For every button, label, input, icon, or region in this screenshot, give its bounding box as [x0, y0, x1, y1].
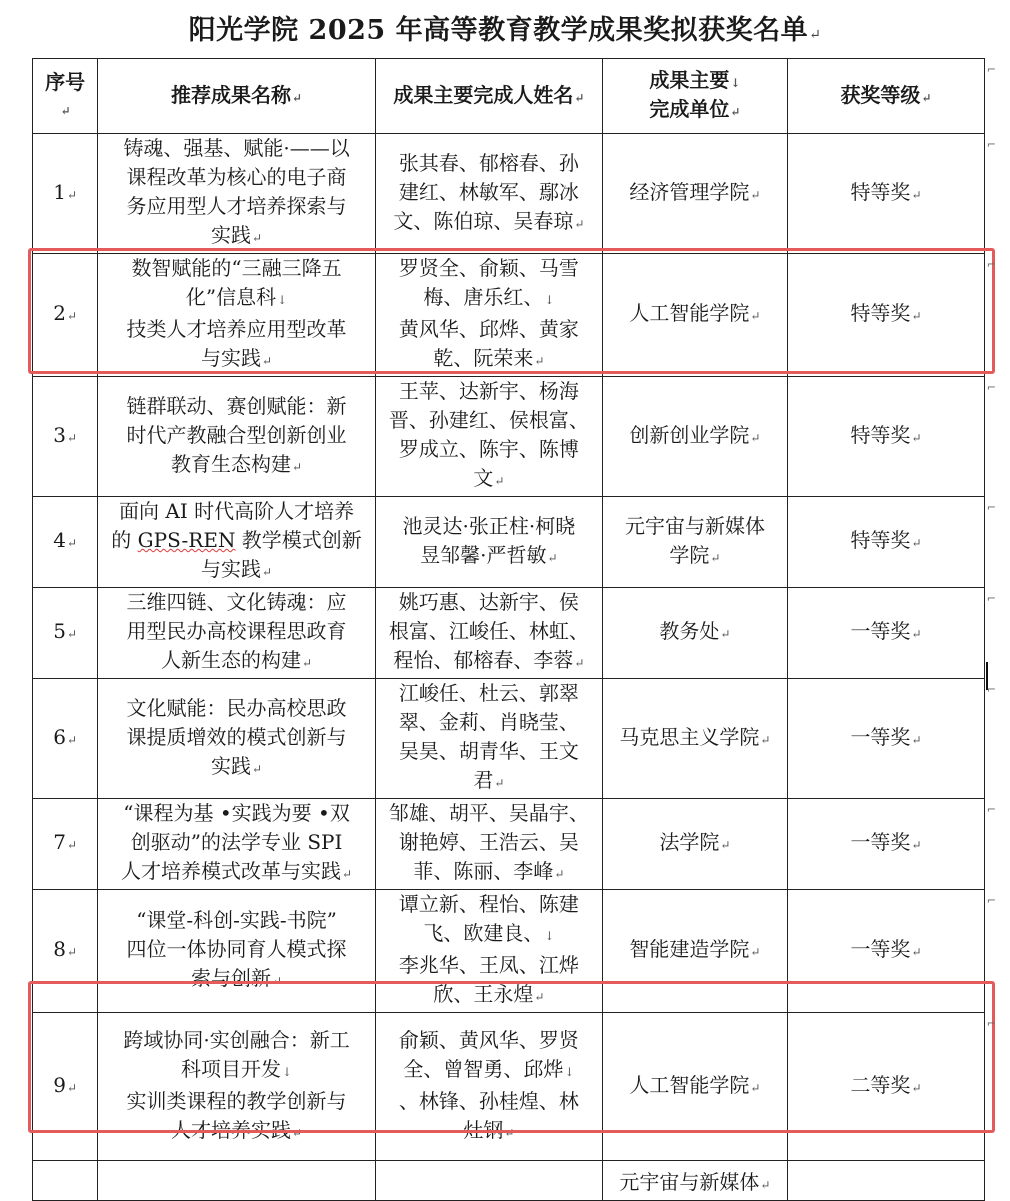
- completers: [375, 1161, 602, 1201]
- completing-unit: 元宇宙与新媒体↵: [602, 1161, 787, 1201]
- name-line: 人新生态的构建: [161, 648, 302, 672]
- completers: 池灵达·张正柱·柯晓 昱邹馨·严哲敏↵: [375, 497, 602, 588]
- header-level: 获奖等级↵: [787, 59, 984, 134]
- row-end-mark: ⌐: [986, 380, 996, 394]
- name-line: 技类人才培养应用型改革: [126, 317, 347, 341]
- completing-unit: 经济管理学院↵: [602, 134, 787, 254]
- header-unit: 成果主要↓ 完成单位↵: [602, 59, 787, 134]
- row-index: 4↵: [33, 497, 98, 588]
- unit-line: 元宇宙与新媒体: [619, 1170, 760, 1194]
- people-line: 乾、阮荣来: [433, 346, 534, 370]
- people-line: 池灵达·张正柱·柯晓: [402, 513, 576, 538]
- people-line: 俞颖、黄风华、罗贤: [398, 1027, 579, 1052]
- name-line: 实训类课程的教学创新与: [126, 1088, 347, 1113]
- achievement-name: 文化赋能：民办高校思政 课提质增效的模式创新与 实践↵: [98, 679, 375, 799]
- achievement-name: 数智赋能的“三融三降五 化”信息科↓ 技类人才培养应用型改革 与实践↵: [98, 254, 375, 377]
- people-line: 菲、陈丽、李峰: [413, 859, 554, 883]
- table-row: [33, 377, 985, 497]
- table-row: [33, 497, 985, 588]
- people-line: 君: [473, 768, 494, 792]
- row-index: 3↵: [33, 377, 98, 497]
- people-line: 文: [473, 466, 494, 490]
- row-end-mark: ⌐: [986, 500, 996, 514]
- completing-unit: 法学院↵: [602, 799, 787, 890]
- name-line: 索与创新: [191, 966, 272, 990]
- unit-line: 创新创业学院: [629, 422, 750, 447]
- name-line: 用型民办高校课程思政育: [126, 619, 347, 643]
- people-line: 罗成立、陈宇、陈博: [398, 437, 579, 461]
- people-line: 灶钢: [463, 1117, 504, 1142]
- name-line: 链群联动、赛创赋能：新: [126, 393, 347, 418]
- people-line: 邹雄、胡平、吴晶宇、: [388, 801, 589, 825]
- name-line: 文化赋能：民办高校思政: [126, 695, 347, 720]
- name-line: “课堂-科创-实践-书院”: [136, 908, 337, 932]
- table-row: [33, 1161, 985, 1201]
- completing-unit: 人工智能学院↵: [602, 1013, 787, 1161]
- row-end-mark: ⌐: [986, 591, 996, 605]
- name-line: 务应用型人才培养探索与: [126, 194, 347, 218]
- name-line: 教育生态构建: [171, 451, 292, 476]
- people-line: 晋、孙建红、侯根富、: [388, 408, 589, 432]
- name-line: 创驱动”的法学专业 SPI: [130, 830, 343, 854]
- people-line: 罗贤全、俞颖、马雪: [398, 256, 579, 280]
- people-line: 江峻任、杜云、郭翠: [398, 681, 579, 705]
- completers: 王苹、达新宇、杨海 晋、孙建红、侯根富、 罗成立、陈宇、陈博 文↵: [375, 377, 602, 497]
- row-index: 1↵: [33, 134, 98, 254]
- header-people: 成果主要完成人姓名↵: [375, 59, 602, 134]
- completing-unit: 创新创业学院↵: [602, 377, 787, 497]
- award-table: [32, 58, 985, 1201]
- award-level: 一等奖↵: [787, 890, 984, 1013]
- award-level: 特等奖↵: [787, 134, 984, 254]
- row-end-mark: ⌐: [986, 257, 996, 271]
- achievement-name: 跨域协同·实创融合：新工 科项目开发↓ 实训类课程的教学创新与 人才培养实践↵: [98, 1013, 375, 1161]
- completing-unit: 马克思主义学院↵: [602, 679, 787, 799]
- row-index: 5↵: [33, 588, 98, 679]
- header-row: [33, 59, 985, 134]
- award-level: 一等奖↵: [787, 679, 984, 799]
- unit-line: 智能建造学院: [629, 937, 750, 961]
- completers: 张其春、郁榕春、孙 建红、林敏军、鄢冰 文、陈伯琼、吴春琼↵: [375, 134, 602, 254]
- header-name: 推荐成果名称↵: [98, 59, 375, 134]
- row-index: 2↵: [33, 254, 98, 377]
- people-line: 张其春、郁榕春、孙: [398, 150, 579, 175]
- completing-unit: 智能建造学院↵: [602, 890, 787, 1013]
- document-title: 阳光学院 2025 年高等教育教学成果奖拟获奖名单↵: [188, 15, 822, 46]
- name-line: 课程改革为核心的电子商: [126, 165, 347, 189]
- table-row: [33, 588, 985, 679]
- completers: 俞颖、黄风华、罗贤 全、曾智勇、邱烨↓ 、林锋、孙桂煌、林 灶钢↵: [375, 1013, 602, 1161]
- unit-line: 法学院: [659, 830, 720, 854]
- award-level: 特等奖↵: [787, 377, 984, 497]
- people-line: 吴昊、胡青华、王文: [398, 739, 579, 763]
- award-level: 特等奖↵: [787, 497, 984, 588]
- achievement-name: 三维四链、文化铸魂：应 用型民办高校课程思政育 人新生态的构建↵: [98, 588, 375, 679]
- header-index: 序号↵: [33, 59, 98, 134]
- name-line: 跨域协同·实创融合：新工: [123, 1027, 350, 1052]
- unit-line: 元宇宙与新媒体: [624, 513, 765, 538]
- table-row: [33, 799, 985, 890]
- completers: 罗贤全、俞颖、马雪 梅、唐乐红、↓ 黄风华、邱烨、黄家 乾、阮荣来↵: [375, 254, 602, 377]
- name-line: “课程为基 •实践为要 •双: [123, 801, 350, 825]
- completers: 姚巧惠、达新宇、侯 根富、江峻任、林虹、 程怡、郁榕春、李蓉↵: [375, 588, 602, 679]
- award-level: 一等奖↵: [787, 799, 984, 890]
- unit-line: 人工智能学院: [629, 1072, 750, 1097]
- people-line: 姚巧惠、达新宇、侯: [398, 590, 579, 614]
- completers: 邹雄、胡平、吴晶宇、 谢艳婷、王浩云、吴 菲、陈丽、李峰↵: [375, 799, 602, 890]
- people-line: 根富、江峻任、林虹、: [388, 619, 589, 643]
- people-line: 翠、金莉、肖晓莹、: [398, 710, 579, 734]
- people-line: 昱邹馨·严哲敏: [420, 542, 547, 567]
- row-end-mark: ⌐: [986, 1016, 996, 1030]
- completers: 谭立新、程怡、陈建 飞、欧建良、↓ 李兆华、王凤、江烨 欣、王永煌↵: [375, 890, 602, 1013]
- name-line: 数智赋能的“三融三降五: [131, 256, 342, 280]
- achievement-name: [98, 1161, 375, 1201]
- name-line: 时代产教融合型创新创业: [126, 422, 347, 447]
- name-line: 与实践: [201, 346, 262, 370]
- name-line: 人才培养实践: [171, 1117, 292, 1142]
- achievement-name: 链群联动、赛创赋能：新 时代产教融合型创新创业 教育生态构建↵: [98, 377, 375, 497]
- row-index: 6↵: [33, 679, 98, 799]
- name-line: 实践: [211, 223, 252, 247]
- table-row: [33, 1013, 985, 1161]
- spellcheck-underline: GPS-REN: [137, 528, 236, 552]
- unit-line: 经济管理学院: [629, 179, 750, 204]
- table-row: [33, 134, 985, 254]
- people-line: 黄风华、邱烨、黄家: [398, 317, 579, 341]
- people-line: 王苹、达新宇、杨海: [398, 379, 579, 403]
- people-line: 梅、唐乐红、: [423, 285, 544, 309]
- people-line: 李兆华、王凤、江烨: [398, 953, 579, 977]
- award-level: 特等奖↵: [787, 254, 984, 377]
- table-row: [33, 890, 985, 1013]
- completing-unit: 教务处↵: [602, 588, 787, 679]
- award-level: [787, 1161, 984, 1201]
- table-row: [33, 254, 985, 377]
- people-line: 欣、王永煌: [433, 982, 534, 1006]
- unit-line: 人工智能学院: [629, 301, 750, 325]
- name-line: 课提质增效的模式创新与: [126, 724, 347, 749]
- row-end-mark: ⌐: [986, 802, 996, 816]
- people-line: 、林锋、孙桂煌、林: [398, 1088, 579, 1113]
- achievement-name: “课堂-科创-实践-书院” 四位一体协同育人模式探 索与创新↵: [98, 890, 375, 1013]
- people-line: 全、曾智勇、邱烨: [403, 1056, 564, 1081]
- award-level: 一等奖↵: [787, 588, 984, 679]
- paragraph-mark: ↵: [809, 27, 822, 43]
- people-line: 谢艳婷、王浩云、吴: [398, 830, 579, 854]
- table-row: [33, 679, 985, 799]
- name-line: 科项目开发: [181, 1056, 282, 1081]
- achievement-name: 铸魂、强基、赋能·——以 课程改革为核心的电子商 务应用型人才培养探索与 实践↵: [98, 134, 375, 254]
- award-level: 二等奖↵: [787, 1013, 984, 1161]
- people-line: 谭立新、程怡、陈建: [398, 892, 579, 916]
- row-end-mark: ⌐: [986, 62, 996, 76]
- row-index: 7↵: [33, 799, 98, 890]
- row-index: [33, 1161, 98, 1201]
- people-line: 程怡、郁榕春、李蓉: [393, 648, 574, 672]
- completing-unit: 元宇宙与新媒体 学院↵: [602, 497, 787, 588]
- unit-line: 学院: [669, 542, 710, 567]
- row-end-mark: ⌐: [986, 137, 996, 151]
- unit-line: 马克思主义学院: [619, 724, 760, 749]
- achievement-name: “课程为基 •实践为要 •双 创驱动”的法学专业 SPI 人才培养模式改革与实践↵: [98, 799, 375, 890]
- people-line: 建红、林敏军、鄢冰: [398, 179, 579, 204]
- row-index: 9↵: [33, 1013, 98, 1161]
- name-line: 人才培养模式改革与实践: [121, 859, 342, 883]
- completing-unit: 人工智能学院↵: [602, 254, 787, 377]
- achievement-name: 面向 AI 时代高阶人才培养 的 GPS-REN 教学模式创新 与实践↵: [98, 497, 375, 588]
- row-end-mark: ⌐: [986, 893, 996, 907]
- name-line: 实践: [211, 753, 252, 778]
- name-line: 四位一体协同育人模式探: [126, 937, 347, 961]
- name-line: 化”信息科: [185, 285, 277, 309]
- row-index: 8↵: [33, 890, 98, 1013]
- people-line: 飞、欧建良、: [423, 921, 544, 945]
- name-line: 铸魂、强基、赋能·——以: [123, 136, 350, 160]
- completers: 江峻任、杜云、郭翠 翠、金莉、肖晓莹、 吴昊、胡青华、王文 君↵: [375, 679, 602, 799]
- name-line: 三维四链、文化铸魂：应: [126, 590, 347, 614]
- row-end-mark: ⌐: [986, 682, 996, 696]
- unit-line: 教务处: [659, 619, 720, 643]
- people-line: 文、陈伯琼、吴春琼: [393, 208, 574, 233]
